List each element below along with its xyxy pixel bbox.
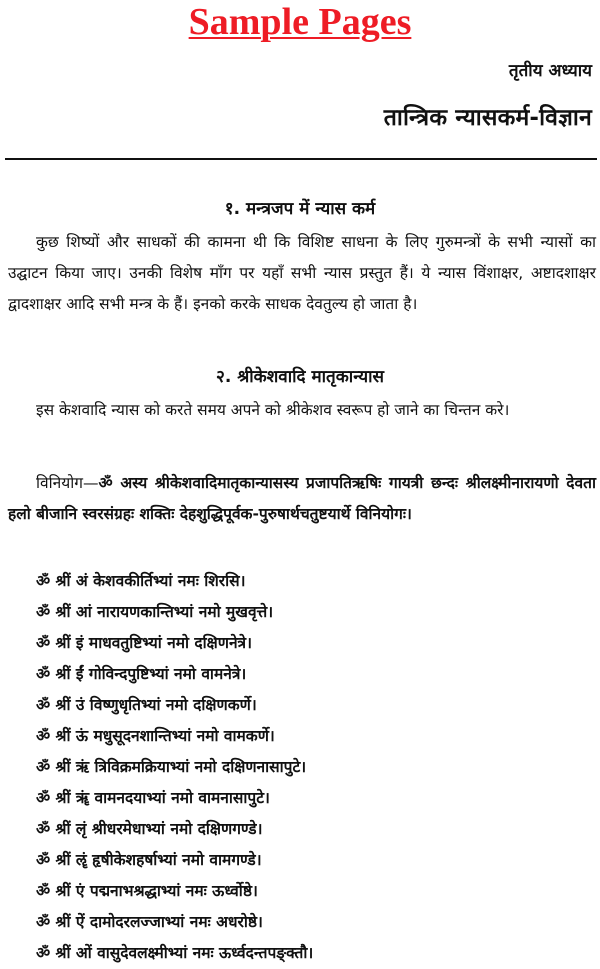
mantra-line: ॐ श्रीं ओं वासुदेवलक्ष्मीभ्यां नमः ऊर्ध्वदन्तपङ्क्तौ।	[36, 944, 314, 962]
mantra-line: ॐ श्रीं ऋं त्रिविक्रमक्रियाभ्यां नमो दक्षिणनासापुटे।	[36, 758, 307, 776]
mantra-line: ॐ श्रीं एं पद्मनाभश्रद्धाभ्यां नमः ऊर्ध्वोष्ठे।	[36, 882, 258, 900]
mantra-list	[36, 566, 596, 969]
mantra-line: ॐ श्रीं ऐं दामोदरलज्जाभ्यां नमः अधरोष्ठे।	[36, 913, 263, 931]
chapter-label: तृतीय अध्याय	[508, 61, 592, 81]
mantra-line: ॐ श्रीं उं विष्णुधृतिभ्यां नमो दक्षिणकर्णे।	[36, 696, 257, 714]
mantra-line: ॐ श्रीं अं केशवकीर्तिभ्यां नमः शिरसि।	[36, 572, 246, 590]
mantra-line: ॐ श्रीं आं नारायणकान्तिभ्यां नमो मुखवृत्ते।	[36, 603, 274, 621]
mantra-line: ॐ श्रीं ॠं वामनदयाभ्यां नमो वामनासापुटे।	[36, 789, 270, 807]
mantra-line: ॐ श्रीं लृं श्रीधरमेधाभ्यां नमो दक्षिणगण्डे।	[36, 820, 263, 838]
viniyog-text: ॐ अस्य श्रीकेशवादिमातृकान्यासस्य प्रजापतिऋषिः गायत्री छन्दः श्रीलक्ष्मीनारायणो देवता हलो बीजानि स्वरसंग्रहः शक्तिः देहशुद्धिपूर्वक-पुरुषार्थचतुष्टयार्थे विनियोगः।	[8, 474, 596, 523]
section-1-heading: १. मन्त्रजप में न्यास कर्म	[224, 199, 376, 219]
header-divider	[5, 158, 597, 160]
sample-pages-banner: Sample Pages	[188, 1, 412, 43]
mantra-line: ॐ श्रीं ईं गोविन्दपुष्टिभ्यां नमो वामनेत्रे।	[36, 665, 247, 683]
mantra-line: ॐ श्रीं इं माधवतुष्टिभ्यां नमो दक्षिणनेत्रे।	[36, 634, 252, 652]
viniyog-prefix: विनियोग—	[36, 474, 99, 492]
chapter-title: तान्त्रिक न्यासकर्म-विज्ञान	[383, 105, 592, 131]
mantra-line: ॐ श्रीं ऊं मधुसूदनशान्तिभ्यां नमो वामकर्णे।	[36, 727, 275, 745]
section-1-paragraph: कुछ शिष्यों और साधकों की कामना थी कि विशिष्ट साधना के लिए गुरुमन्त्रों के सभी न्यासों का उद्घाटन किया जाए। उनकी विशेष माँग पर यहाँ सभी न्यास प्रस्तुत हैं। ये न्यास विंशाक्षर, अष्टादशाक्षर द्वादशाक्षर आदि सभी मन्त्र के हैं। इनको करके साधक देवतुल्य हो जाता है।	[8, 233, 596, 313]
mantra-line: ॐ श्रीं ॡं हृषीकेशहर्षाभ्यां नमो वामगण्डे।	[36, 851, 262, 869]
section-2-paragraph: इस केशवादि न्यास को करते समय अपने को श्रीकेशव स्वरूप हो जाने का चिन्तन करे।	[36, 401, 510, 419]
section-2-heading: २. श्रीकेशवादि मातृकान्यास	[216, 367, 384, 387]
viniyog-paragraph	[8, 468, 596, 530]
